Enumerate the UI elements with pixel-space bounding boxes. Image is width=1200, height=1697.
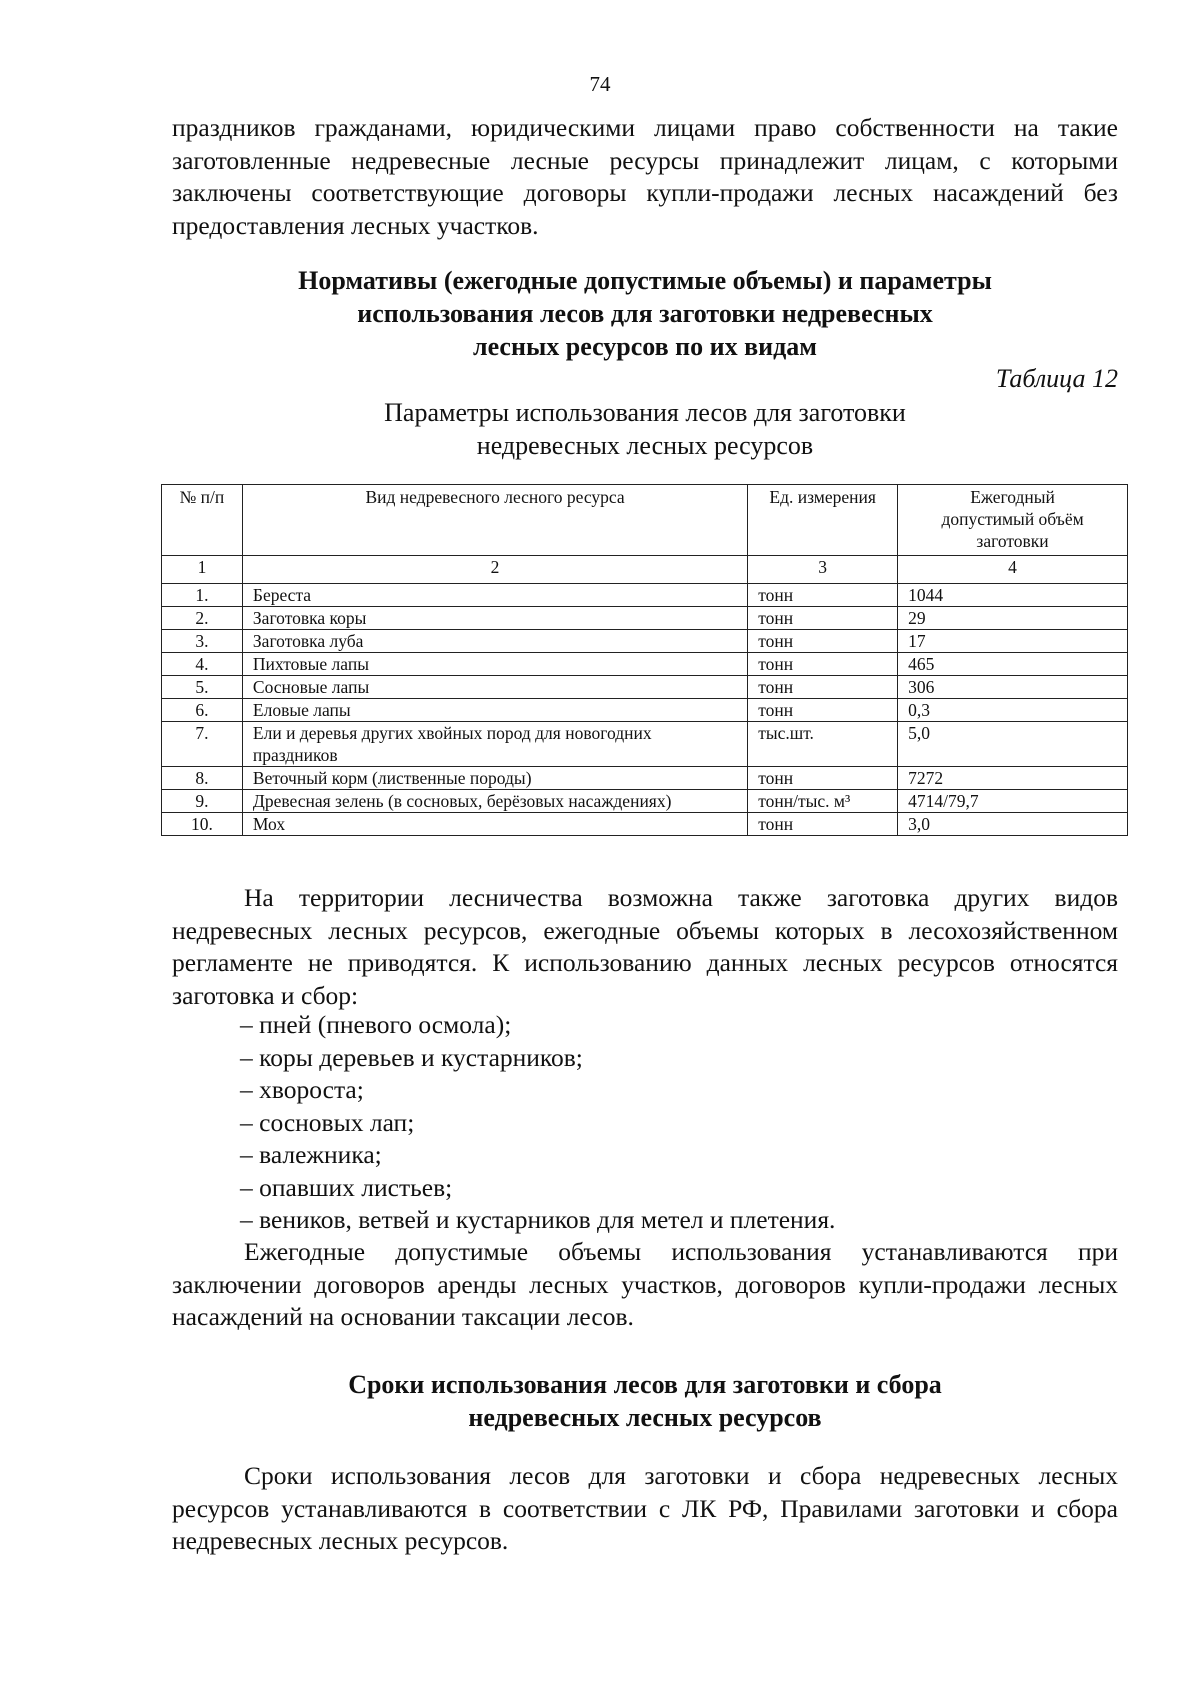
column-number: 4 <box>898 556 1128 584</box>
table-label: Таблица 12 <box>995 364 1118 393</box>
header-number: № п/п <box>162 485 243 556</box>
resource-name-cell: Заготовка луба <box>242 630 747 653</box>
unit-cell: тонн <box>748 676 898 699</box>
resource-name-cell: Сосновые лапы <box>242 676 747 699</box>
resource-name-cell: Ели и деревья других хвойных пород для новогодних праздников <box>242 722 747 767</box>
unit-cell: тонн <box>748 767 898 790</box>
resources-list <box>240 1009 835 1237</box>
caption-line: недревесных лесных ресурсов <box>476 431 814 460</box>
table-row <box>162 653 1128 676</box>
unit-cell: тонн <box>748 813 898 836</box>
row-number-cell: 8. <box>162 767 243 790</box>
table-header-row <box>162 485 1128 556</box>
row-number-cell: 2. <box>162 607 243 630</box>
list-item: – коры деревьев и кустарников; <box>240 1042 583 1072</box>
row-number-cell: 5. <box>162 676 243 699</box>
annual-volume-cell: 1044 <box>898 584 1128 607</box>
row-number-cell: 7. <box>162 722 243 767</box>
unit-cell: тыс.шт. <box>748 722 898 767</box>
list-item: – сосновых лап; <box>240 1107 415 1137</box>
annual-volume-cell: 17 <box>898 630 1128 653</box>
table-row <box>162 813 1128 836</box>
heading-line: Сроки использования лесов для заготовки и сбора <box>348 1370 942 1399</box>
section-heading-terms <box>172 1368 1118 1434</box>
table-row <box>162 630 1128 653</box>
annual-volumes-paragraph: Ежегодные допустимые объемы использования устанавливаются при заключении договоров аренды лесных участков, договоров купли-продажи лесных насаждений на основании таксации лесов. <box>172 1237 1118 1331</box>
intro-line: праздников гражданами, юридическими лицами право собственности на <box>172 113 1039 142</box>
resource-name-cell: Веточный корм (лиственные породы) <box>242 767 747 790</box>
list-item: – веников, ветвей и кустарников для метел и плетения. <box>240 1205 836 1234</box>
intro-paragraph <box>172 112 1118 242</box>
list-item: – хвороста; <box>240 1075 364 1104</box>
table-row <box>162 584 1128 607</box>
unit-cell: тонн <box>748 584 898 607</box>
resource-name-cell: Мох <box>242 813 747 836</box>
header-resource: Вид недревесного лесного ресурса <box>242 485 747 556</box>
annual-volume-cell: 3,0 <box>898 813 1128 836</box>
row-number-cell: 10. <box>162 813 243 836</box>
table-row <box>162 790 1128 813</box>
table-row <box>162 676 1128 699</box>
terms-paragraph: Сроки использования лесов для заготовки и сбора недревесных лесных ресурсов устанавливаются в соответствии с ЛК РФ, Правилами заготовки и сбора недревесных лесных ресурсов. <box>172 1461 1118 1555</box>
table-row <box>162 699 1128 722</box>
row-number-cell: 3. <box>162 630 243 653</box>
intro-line: такие заготовленные недревесные лесные ресурсы принадлежит лицам, с <box>172 113 1119 175</box>
heading-line: использования лесов для заготовки недревесных <box>357 299 933 328</box>
caption-line: Параметры использования лесов для заготовки <box>384 398 906 427</box>
row-number-cell: 4. <box>162 653 243 676</box>
header-annual-volume: Ежегодный допустимый объём заготовки <box>898 485 1128 556</box>
resource-name-cell: Заготовка коры <box>242 607 747 630</box>
unit-cell: тонн/тыс. м³ <box>748 790 898 813</box>
annual-volume-cell: 29 <box>898 607 1128 630</box>
heading-line: недревесных лесных ресурсов <box>468 1403 822 1432</box>
table-row <box>162 767 1128 790</box>
column-number: 2 <box>242 556 747 584</box>
resources-table <box>161 484 1128 836</box>
column-number: 1 <box>162 556 243 584</box>
unit-cell: тонн <box>748 630 898 653</box>
list-item: – опавших листьев; <box>240 1172 453 1202</box>
resource-name-cell: Пихтовые лапы <box>242 653 747 676</box>
column-number-row <box>162 556 1128 584</box>
annual-volume-cell: 4714/79,7 <box>898 790 1128 813</box>
column-number: 3 <box>748 556 898 584</box>
resource-name-cell: Еловые лапы <box>242 699 747 722</box>
row-number-cell: 9. <box>162 790 243 813</box>
row-number-cell: 1. <box>162 584 243 607</box>
header-unit: Ед. измерения <box>748 485 898 556</box>
intro-line: насаждений без предоставления лесных участков. <box>172 178 1119 240</box>
unit-cell: тонн <box>748 653 898 676</box>
unit-cell: тонн <box>748 699 898 722</box>
table-caption <box>172 396 1118 462</box>
annual-volume-cell: 5,0 <box>898 722 1128 767</box>
other-resources-paragraph: На территории лесничества возможна также заготовка других видов недревесных лесных ресурсов, ежегодные объемы которых в лесохозяйственном регламенте не приводятся. К использованию данных лесных ресурсов относятся заготовка и сбор: <box>172 883 1118 1010</box>
annual-volume-cell: 306 <box>898 676 1128 699</box>
list-item: – валежника; <box>240 1140 382 1169</box>
resource-name-cell: Древесная зелень (в сосновых, берёзовых насаждениях) <box>242 790 747 813</box>
table-row <box>162 722 1128 767</box>
page-number: 74 <box>589 72 611 96</box>
resource-name-cell: Береста <box>242 584 747 607</box>
list-item: – пней (пневого осмола); <box>240 1010 512 1039</box>
annual-volume-cell: 465 <box>898 653 1128 676</box>
heading-line: Нормативы (ежегодные допустимые объемы) и параметры <box>298 266 992 295</box>
row-number-cell: 6. <box>162 699 243 722</box>
unit-cell: тонн <box>748 607 898 630</box>
section-heading-norms <box>172 264 1118 363</box>
table-row <box>162 607 1128 630</box>
annual-volume-cell: 0,3 <box>898 699 1128 722</box>
heading-line: лесных ресурсов по их видам <box>472 332 818 361</box>
annual-volume-cell: 7272 <box>898 767 1128 790</box>
intro-line: которыми заключены соответствующие договоры купли-продажи лесных <box>172 145 1119 207</box>
